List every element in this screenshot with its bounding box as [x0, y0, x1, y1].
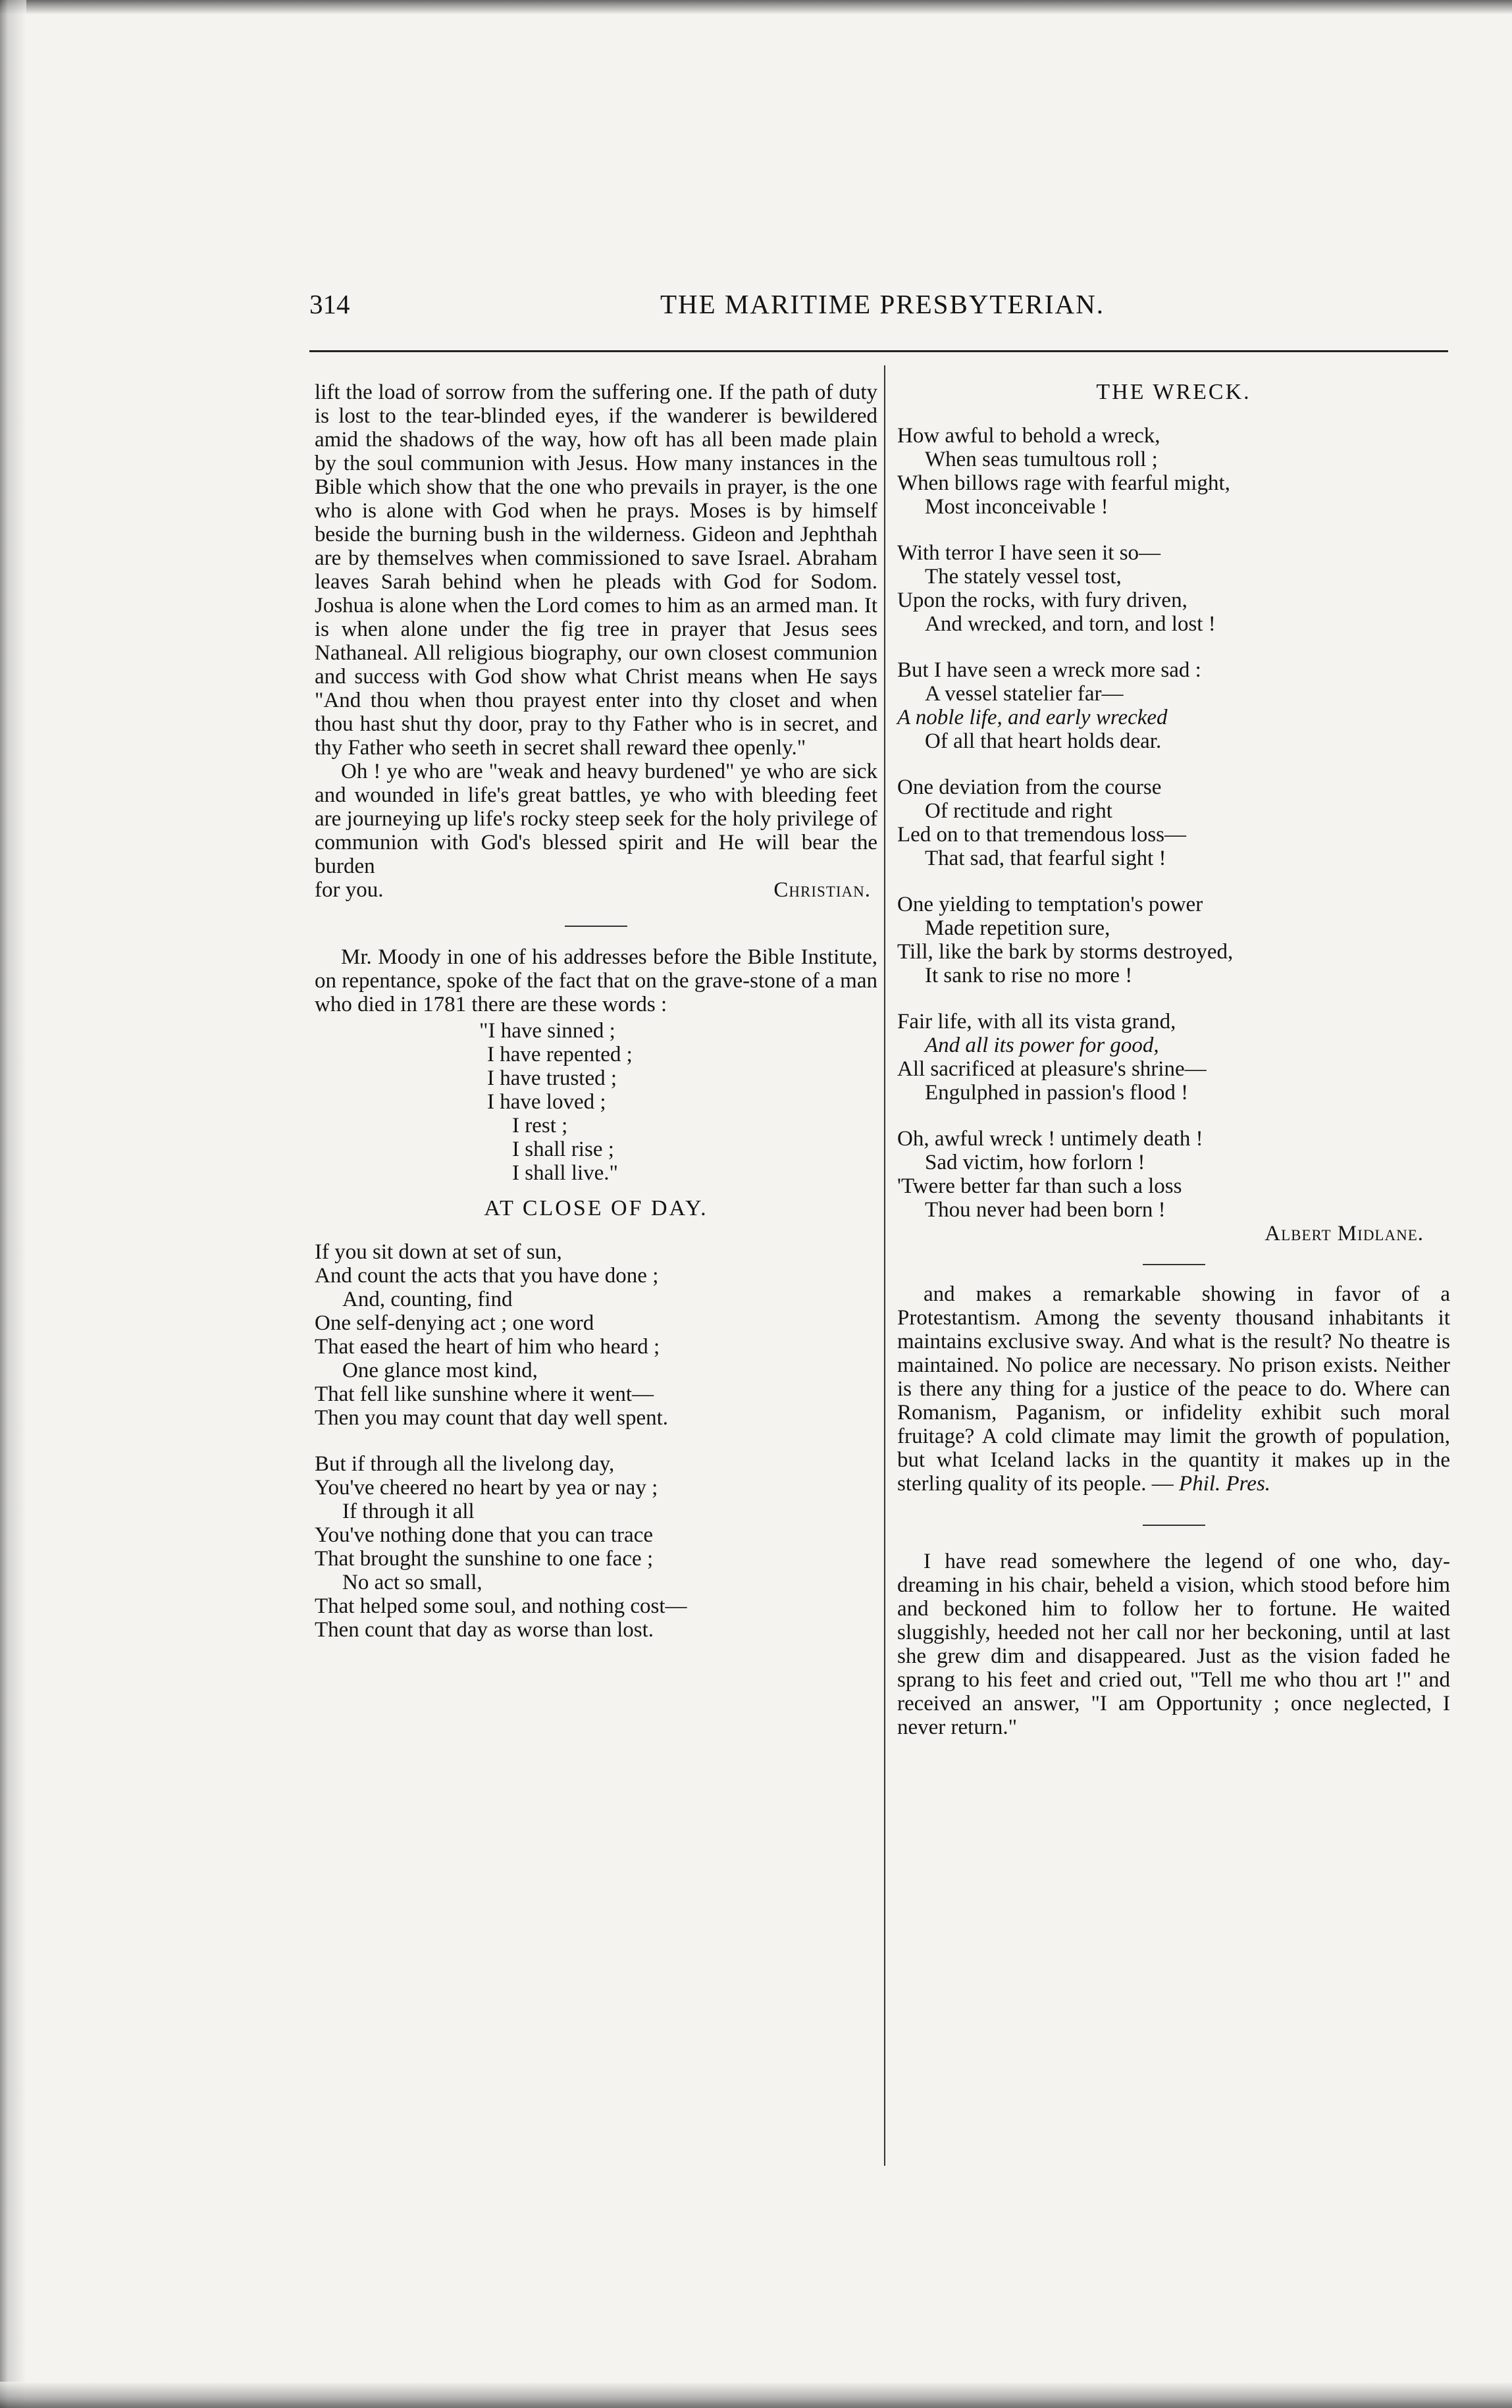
verse-line: I have loved ; — [487, 1090, 606, 1114]
right-column — [897, 380, 1450, 1739]
poem-stanza — [897, 541, 1450, 636]
wreck-author-line — [897, 1222, 1450, 1245]
poem-line: A noble life, and early wrecked — [897, 706, 1168, 729]
close-of-day-title: AT CLOSE OF DAY. — [484, 1196, 708, 1220]
poem-line: You've nothing done that you can trace — [315, 1523, 653, 1547]
author-albert-midlane: Albert Midlane. — [1264, 1222, 1424, 1245]
poem-stanza — [897, 1010, 1450, 1105]
scan-edge-left — [0, 0, 26, 2408]
poem-line: One self-denying act ; one word — [315, 1311, 594, 1335]
poem-stanza — [897, 658, 1450, 753]
poem-line: When seas tumultous roll ; — [925, 448, 1158, 471]
poem-line: But I have seen a wreck more sad : — [897, 658, 1201, 682]
poem-line: Most inconceivable ! — [925, 495, 1108, 519]
poem-line: A vessel statelier far— — [925, 682, 1124, 706]
poem-stanza — [897, 893, 1450, 987]
poem-line: Made repetition sure, — [925, 916, 1110, 940]
poem-line: And count the acts that you have done ; — [315, 1264, 659, 1288]
poem-line: But if through all the livelong day, — [315, 1452, 615, 1476]
poem-line: Then count that day as worse than lost. — [315, 1618, 654, 1642]
poem-line: And wrecked, and torn, and lost ! — [925, 612, 1216, 636]
poem-line: All sacrificed at pleasure's shrine— — [897, 1057, 1207, 1081]
burdened-paragraph: Oh ! ye who are "weak and heavy burdened" ye who are sick and wounded in life's great battles, ye who with bleeding feet are journeying up life's rocky steep seek for the holy privilege of communion with God's blessed spirit and He will bear the burden — [315, 760, 877, 878]
poem-line: It sank to rise no more ! — [925, 964, 1133, 987]
column-divider — [884, 365, 885, 2166]
poem-line: The stately vessel tost, — [925, 565, 1122, 589]
poem-line: Fair life, with all its vista grand, — [897, 1010, 1176, 1034]
poem-line: Engulphed in passion's flood ! — [925, 1081, 1189, 1105]
closing-text: for you. — [315, 878, 384, 902]
poem-line: Then you may count that day well spent. — [315, 1406, 669, 1430]
christian-signature-line — [315, 878, 877, 902]
poem-line: How awful to behold a wreck, — [897, 424, 1160, 448]
poem-line: With terror I have seen it so— — [897, 541, 1161, 565]
poem-line: And, counting, find — [342, 1288, 513, 1311]
poem-line: Of all that heart holds dear. — [925, 729, 1162, 753]
poem-line: If through it all — [342, 1500, 475, 1523]
poem-line: Oh, awful wreck ! untimely death ! — [897, 1127, 1203, 1151]
poem-stanza — [897, 775, 1450, 870]
iceland-text: and makes a remarkable showing in favor of a Protestantism. Among the seventy thousand inhabitants it maintains exclusive sway. And what is the result? No theatre is maintained. No police are necessary. No prison exists. Neither is there any thing for a justice of the peace to do. Where can Romanism, Paganism, or infidelity exhibit such moral fruitage? A cold climate may limit the growth of population, but what Iceland lacks in the quantity it makes up in the sterling quality of its people. — [897, 1282, 1450, 1496]
verse-line: "I have sinned ; — [479, 1019, 615, 1043]
poem-line: Of rectitude and right — [925, 799, 1112, 823]
verse-line: I have repented ; — [487, 1043, 633, 1066]
scan-edge-bottom — [0, 2382, 1512, 2408]
poem-line: And all its power for good, — [925, 1034, 1159, 1057]
verse-line: I rest ; — [512, 1114, 568, 1138]
poem-line: That fell like sunshine where it went— — [315, 1382, 654, 1406]
poem-line: That brought the sunshine to one face ; — [315, 1547, 654, 1571]
poem-line: One yielding to temptation's power — [897, 893, 1203, 916]
poem-line: One glance most kind, — [342, 1359, 538, 1382]
poem-line: That eased the heart of him who heard ; — [315, 1335, 660, 1359]
poem-line: Upon the rocks, with fury driven, — [897, 589, 1187, 612]
poem-stanza — [315, 1452, 877, 1642]
verse-line: I shall live." — [512, 1161, 619, 1185]
section-divider — [1143, 1525, 1205, 1526]
section-divider — [1143, 1264, 1205, 1265]
gravestone-verse — [315, 1019, 877, 1185]
section-divider — [565, 926, 627, 927]
poem-stanza — [897, 424, 1450, 519]
poem-line: That sad, that fearful sight ! — [925, 847, 1166, 870]
signature-christian: Christian. — [773, 878, 871, 902]
iceland-paragraph: and makes a remarkable showing in favor of a Protestantism. Among the seventy thousand inhabitants it maintains exclusive sway. And what is the result? No theatre is maintained. No police are necessary. No prison exists. Neither is there any thing for a justice of the peace to do. Where can Romanism, Paganism, or infidelity exhibit such moral fruitage? A cold climate may limit the growth of population, but what Iceland lacks in the quantity it makes up in the sterling quality of its people. — Phil. Pres. — [897, 1282, 1450, 1496]
poem-line: Thou never had been born ! — [925, 1198, 1166, 1222]
poem-stanza — [315, 1240, 877, 1430]
verse-line: I shall rise ; — [512, 1138, 614, 1161]
poem-line: That helped some soul, and nothing cost— — [315, 1594, 687, 1618]
source-phil-pres: Phil. Pres. — [1179, 1472, 1271, 1496]
moody-paragraph: Mr. Moody in one of his addresses before the Bible Institute, on repentance, spoke of the fact that on the grave-stone of a man who died in 1781 there are these words : — [315, 945, 877, 1016]
poem-line: Led on to that tremendous loss— — [897, 823, 1187, 847]
poem-line: 'Twere better far than such a loss — [897, 1174, 1182, 1198]
poem-line: Sad victim, how forlorn ! — [925, 1151, 1145, 1174]
poem-stanza — [897, 1127, 1450, 1222]
close-of-day-poem — [315, 1240, 877, 1642]
poem-line: Till, like the bark by storms destroyed, — [897, 940, 1234, 964]
page-number: 314 — [309, 289, 350, 319]
prayer-paragraph: lift the load of sorrow from the suffering one. If the path of duty is lost to the tear-blinded eyes, if the wanderer is bewildered amid the shadows of the way, how oft has all been made plain by the soul communion with Jesus. How many instances in the Bible which show that the one who prevails in prayer, is the one who is alone with God when he prays. Moses is by himself beside the burning bush in the wilderness. Gideon and Jephthah are by themselves when commissioned to save Israel. Abraham leaves Sarah behind when he pleads with God for Sodom. Joshua is alone when the Lord comes to him as an armed man. It is when alone under the fig tree in prayer that Jesus sees Nathaneal. All religious biography, our own closest communion and success with God show what Christ means when He says "And thou when thou prayest enter into thy closet and when thou hast shut thy door, pray to thy Father who is in secret, and thy Father who seeth in secret shall reward thee openly." — [315, 380, 877, 760]
verse-line: I have trusted ; — [487, 1066, 617, 1090]
wreck-title: THE WRECK. — [1096, 380, 1251, 404]
poem-line: No act so small, — [342, 1571, 482, 1594]
wreck-poem — [897, 424, 1450, 1245]
opportunity-paragraph: I have read somewhere the legend of one who, day-dreaming in his chair, beheld a vision, which stood before him and beckoned him to follow her to fortune. He waited sluggishly, heeded not her call nor her beckoning, until at last she grew dim and disappeared. Just as the vision faded he sprang to his feet and cried out, "Tell me who thou art !" and received an answer, "I am Opportunity ; once neglected, I never return." — [897, 1550, 1450, 1739]
running-title: THE MARITIME PRESBYTERIAN. — [660, 289, 1105, 319]
left-column — [315, 380, 877, 1664]
scan-edge-top — [0, 0, 1512, 14]
poem-line: When billows rage with fearful might, — [897, 471, 1230, 495]
poem-line: One deviation from the course — [897, 775, 1162, 799]
header-rule — [309, 350, 1448, 352]
poem-line: If you sit down at set of sun, — [315, 1240, 562, 1264]
poem-line: You've cheered no heart by yea or nay ; — [315, 1476, 658, 1500]
